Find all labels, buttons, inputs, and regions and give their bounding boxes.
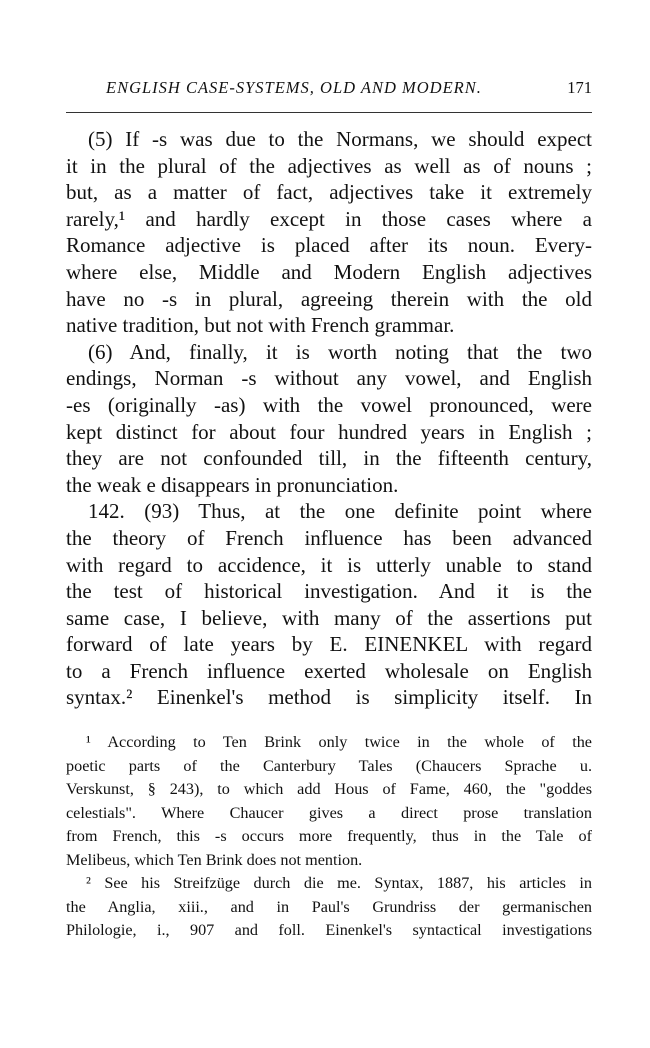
text-line: but, as a matter of fact, adjectives take it extremely xyxy=(66,180,592,205)
header-rule xyxy=(66,112,592,113)
footnotes xyxy=(66,731,592,943)
text-line: the theory of French influence has been advanced xyxy=(66,525,592,550)
footnote-line: celestials". Where Chaucer gives a direct prose translation xyxy=(66,803,592,822)
text-line: the weak e disappears in pronunciation. xyxy=(66,472,399,497)
text-line: -es (originally -as) with the vowel pronounced, were xyxy=(66,392,592,417)
running-header xyxy=(66,78,592,100)
page-number: 171 xyxy=(567,78,592,97)
footnote-line: from French, this -s occurs more frequently, thus in the Tale of xyxy=(66,827,592,845)
text-line: they are not confounded till, in the fifteenth century, xyxy=(66,446,592,471)
text-line: (6) And, finally, it is worth noting that the two xyxy=(88,339,592,364)
text-line: (5) If -s was due to the Normans, we should expect xyxy=(88,127,592,151)
footnote-line: Verskunst, § 243), to which add Hous of Fame, 460, the "goddes xyxy=(66,780,592,798)
footnote-line: ¹ According to Ten Brink only twice in the whole of the xyxy=(86,733,592,751)
text-line: kept distinct for about four hundred years in English ; xyxy=(66,419,592,444)
footnote-line: ² See his Streifzüge durch die me. Syntax, 1887, his articles in xyxy=(86,874,592,892)
text-line: have no -s in plural, agreeing therein with the old xyxy=(66,286,592,311)
text-line: with regard to accidence, it is utterly unable to stand xyxy=(66,552,592,577)
footnote-line: Melibeus, which Ten Brink does not mention. xyxy=(66,850,363,869)
text-line: the test of historical investigation. And it is the xyxy=(66,579,592,604)
footnote-line: Philologie, i., 907 and foll. Einenkel's syntactical investigations xyxy=(66,921,592,939)
text-line: where else, Middle and Modern English adjectives xyxy=(66,259,592,284)
text-line: to a French influence exerted wholesale on English xyxy=(66,658,592,683)
text-line: it in the plural of the adjectives as well as of nouns ; xyxy=(66,153,592,178)
text-line: forward of late years by E. EINENKEL with regard xyxy=(66,632,592,657)
footnote-line: poetic parts of the Canterbury Tales (Chaucers Sprache u. xyxy=(66,756,592,775)
running-title: ENGLISH CASE-SYSTEMS, OLD AND MODERN. xyxy=(106,78,482,97)
footnote-line: the Anglia, xiii., and in Paul's Grundriss der germanischen xyxy=(66,897,592,916)
text-line: endings, Norman -s without any vowel, and English xyxy=(66,366,592,391)
text-line: same case, I believe, with many of the assertions put xyxy=(66,605,592,630)
text-line: native tradition, but not with French grammar. xyxy=(66,313,455,338)
text-line: rarely,¹ and hardly except in those cases where a xyxy=(66,206,592,231)
body-text xyxy=(66,126,592,711)
text-line: syntax.² Einenkel's method is simplicity itself. In xyxy=(66,685,592,710)
text-line: Romance adjective is placed after its noun. Every- xyxy=(66,233,592,258)
text-line: 142. (93) Thus, at the one definite point where xyxy=(88,499,592,524)
